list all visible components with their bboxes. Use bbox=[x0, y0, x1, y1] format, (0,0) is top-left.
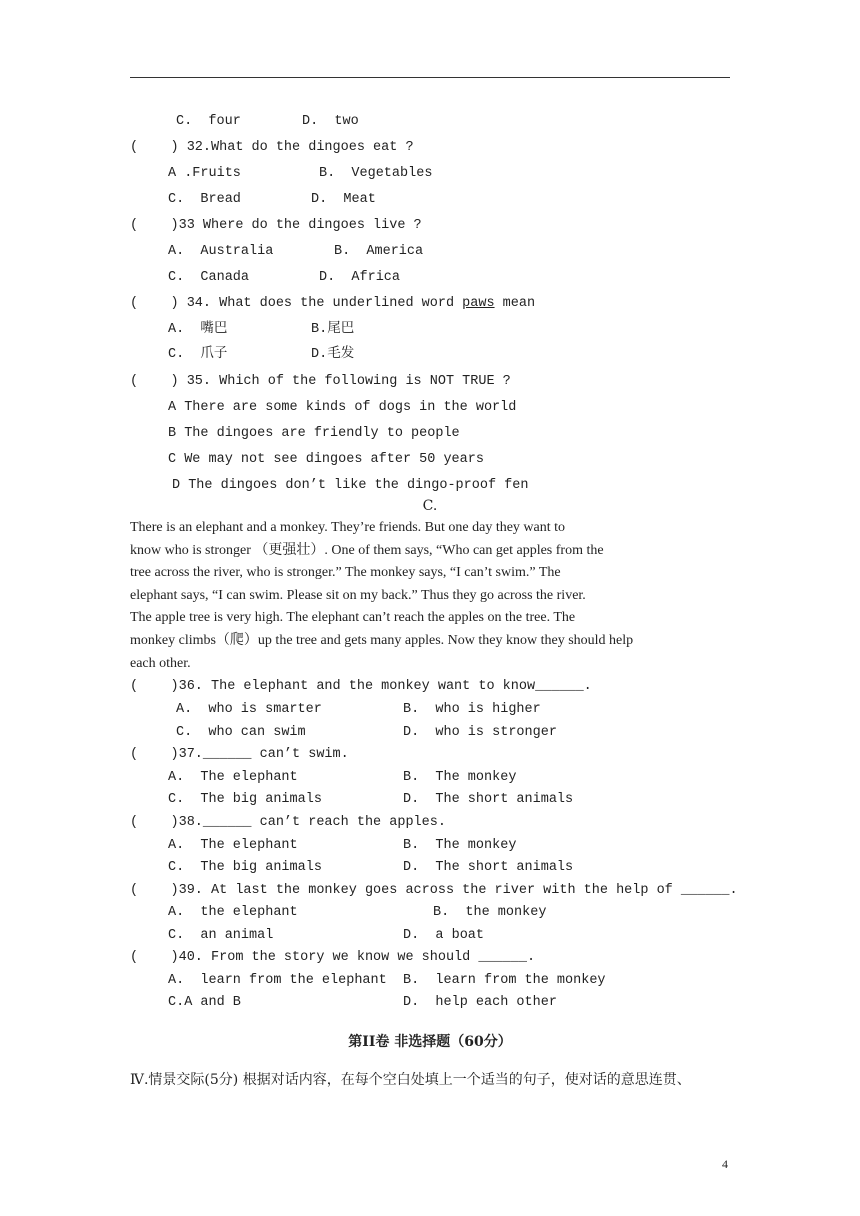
q40-option-d: D. help each other bbox=[403, 995, 557, 1010]
passage-c bbox=[130, 517, 730, 675]
passage-line: There is an elephant and a monkey. They’re friends. But one day they want to bbox=[130, 520, 566, 535]
passage-line: tree across the river, who is stronger.” The monkey says, “I can’t swim.” The bbox=[130, 565, 561, 581]
q31-option-d: D. two bbox=[302, 114, 359, 129]
q35-option-d: D The dingoes don’t like the dingo-proof fen bbox=[172, 478, 529, 493]
q32-option-a: A .Fruits bbox=[168, 166, 241, 181]
passage-line: each other. bbox=[130, 655, 191, 671]
q38-option-b: B. The monkey bbox=[403, 838, 517, 853]
q36-option-a: A. who is smarter bbox=[176, 702, 322, 717]
header-rule bbox=[130, 77, 730, 78]
q32-option-d: D. Meat bbox=[311, 192, 376, 207]
underlined-word: paws bbox=[462, 296, 495, 311]
q33-question: ( )33 Where do the dingoes live ? bbox=[130, 218, 422, 233]
q34-option-a: A. 嘴巴 bbox=[168, 322, 228, 337]
q33-option-d: D. Africa bbox=[319, 270, 401, 285]
passage-line: The apple tree is very high. The elephant can’t reach the apples on the tree. The bbox=[130, 610, 576, 626]
q38-question: ( )38.______ can’t reach the apples. bbox=[130, 815, 446, 830]
q40-option-a: A. learn from the elephant bbox=[168, 973, 387, 988]
q40-option-c: C.A and B bbox=[168, 995, 241, 1010]
q39-option-d: D. a boat bbox=[403, 928, 485, 943]
q34-option-b: B.尾巴 bbox=[311, 322, 355, 337]
q36-question: ( )36. The elephant and the monkey want to know______. bbox=[130, 679, 592, 694]
q34-option-c: C. 爪子 bbox=[168, 347, 228, 362]
q39-option-a: A. the elephant bbox=[168, 905, 298, 920]
passage-line: know who is stronger （更强壮）. One of them says, “Who can get apples from the bbox=[130, 542, 604, 558]
q38-option-d: D. The short animals bbox=[403, 860, 574, 875]
q33-option-b: B. America bbox=[334, 244, 424, 259]
q35-option-b: B The dingoes are friendly to people bbox=[168, 426, 460, 441]
q36-option-c: C. who can swim bbox=[176, 725, 306, 740]
q37-option-a: A. The elephant bbox=[168, 770, 298, 785]
q36-option-d: D. who is stronger bbox=[403, 725, 557, 740]
q39-option-b: B. the monkey bbox=[433, 905, 547, 920]
section-heading: 第II卷 非选择题（60分） bbox=[348, 1034, 512, 1050]
q37-question: ( )37.______ can’t swim. bbox=[130, 747, 349, 762]
q37-option-b: B. The monkey bbox=[403, 770, 517, 785]
q39-option-c: C. an animal bbox=[168, 928, 274, 943]
q38-option-c: C. The big animals bbox=[168, 860, 322, 875]
q39-question: ( )39. At last the monkey goes across the river with the help of ______. bbox=[130, 883, 738, 898]
page-number: 4 bbox=[722, 1157, 728, 1171]
passage-line: monkey climbs（爬）up the tree and gets many apples. Now they know they should help bbox=[130, 632, 634, 648]
passage-label: C. bbox=[422, 498, 438, 514]
q32-question: ( ) 32.What do the dingoes eat ? bbox=[130, 140, 414, 155]
q34-option-d: D.毛发 bbox=[311, 347, 355, 362]
q36-option-b: B. who is higher bbox=[403, 702, 541, 717]
task-instruction: Ⅳ.情景交际(5分) 根据对话内容，在每个空白处填上一个适当的句子，使对话的意思连贯、 bbox=[130, 1072, 691, 1088]
q37-option-c: C. The big animals bbox=[168, 792, 322, 807]
q34-question: ( ) 34. What does the underlined word paws mean bbox=[130, 296, 536, 311]
q40-question: ( )40. From the story we know we should ______. bbox=[130, 950, 536, 965]
q40-option-b: B. learn from the monkey bbox=[403, 973, 606, 988]
q37-option-d: D. The short animals bbox=[403, 792, 574, 807]
q33-option-c: C. Canada bbox=[168, 270, 250, 285]
q31-option-c: C. four bbox=[176, 114, 241, 129]
passage-line: elephant says, “I can swim. Please sit on my back.” Thus they go across the river. bbox=[130, 587, 586, 603]
q35-question: ( ) 35. Which of the following is NOT TRUE ? bbox=[130, 374, 511, 389]
q32-option-b: B. Vegetables bbox=[319, 166, 433, 181]
q35-option-a: A There are some kinds of dogs in the world bbox=[168, 400, 517, 415]
q32-option-c: C. Bread bbox=[168, 192, 241, 207]
q35-option-c: C We may not see dingoes after 50 years bbox=[168, 452, 484, 467]
q33-option-a: A. Australia bbox=[168, 244, 274, 259]
q38-option-a: A. The elephant bbox=[168, 838, 298, 853]
